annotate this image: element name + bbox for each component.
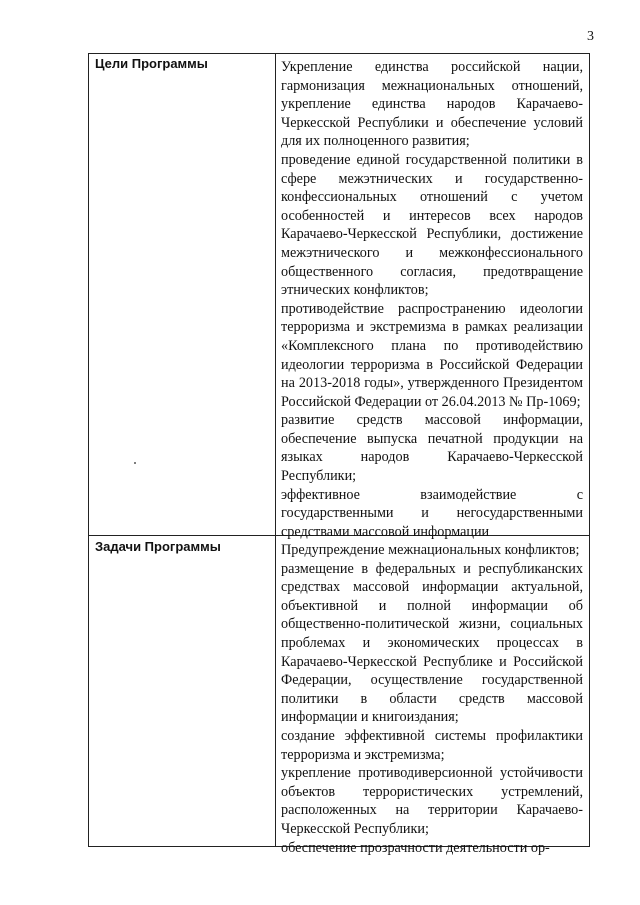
table-right-border [589, 53, 590, 847]
table-top-border [88, 53, 590, 54]
row-label-goals: Цели Программы [95, 56, 208, 71]
goals-item: противодействие распространению идеологии терроризма и экстремизма в рамках реализации «Комплексного плана по противодействию идеологии терроризма в Российской Федерации на 2013-2018 годы», утвержденного Президентом Российской Федерации от 26.04.2013 № Пр-1069; [281, 300, 583, 410]
row-content-tasks [281, 541, 583, 857]
table-left-border [88, 53, 89, 847]
goals-item: эффективное взаимодействие с государственными и негосударственными средствами массовой информации [281, 486, 583, 540]
tasks-item: обеспечение прозрачности деятельности ор- [281, 839, 550, 856]
tasks-item: укрепление противодиверсионной устойчивости объектов террористических устремлений, расположенных на территории Карачаево-Черкесской Республики; [281, 765, 583, 837]
row-label-tasks: Задачи Программы [95, 539, 221, 554]
tasks-item: создание эффективной системы профилактики терроризма и экстремизма; [281, 727, 583, 763]
tasks-item: Предупреждение межнациональных конфликтов; [281, 542, 580, 558]
goals-item: Укрепление единства российской нации, гармонизация межнациональных отношений, укрепление единства народов Карачаево-Черкесской Республики и обеспечение условий для их полноценного развития; [281, 59, 583, 150]
table-column-divider [275, 53, 276, 847]
goals-item: развитие средств массовой информации, обеспечение выпуска печатной продукции на языках народов Карачаево-Черкесской Республики; [281, 412, 583, 485]
scan-speck [134, 462, 136, 464]
tasks-item: размещение в федеральных и республиканских средствах массовой информации актуальной, объективной и полной информации об общественно-политической жизни, социальных проблемах и экономических процессах в Карачаево-Черкесской Республике и Российской Федерации, осуществление государственной политики в области средств массовой информации и книгоиздания; [281, 560, 583, 726]
row-content-goals [281, 58, 583, 541]
goals-item: проведение единой государственной политики в сфере межэтнических и государственно-конфессиональных отношений с учетом особенностей и интересов всех народов Карачаево-Черкесской Республики, достижение межэтнического и межконфессионального общественного согласия, предотвращение этнических конфликтов; [281, 151, 583, 299]
page-number: 3 [587, 29, 594, 44]
